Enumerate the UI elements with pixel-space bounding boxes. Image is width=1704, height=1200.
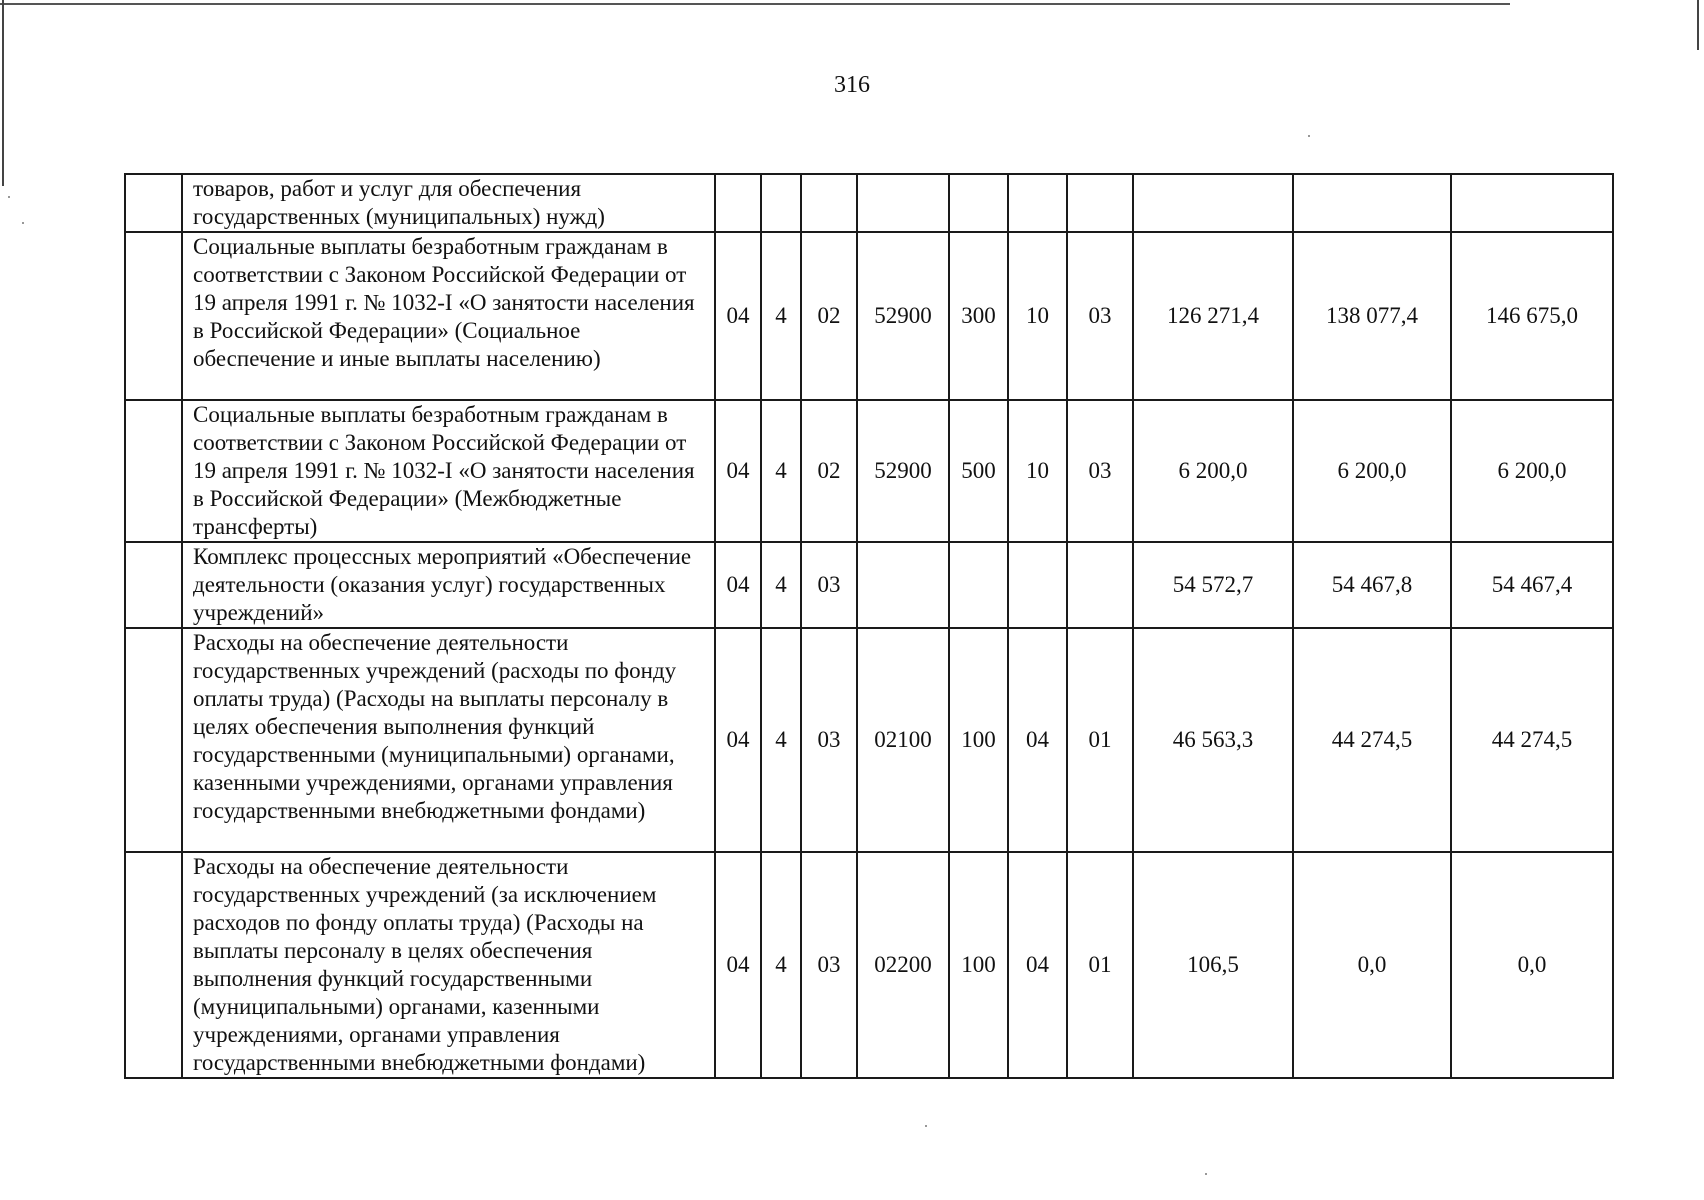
scan-speck (8, 196, 10, 198)
code-cell: 04 (715, 628, 761, 852)
code-cell (801, 174, 857, 232)
table-row (125, 542, 1613, 628)
description-cell: Расходы на обеспечение деятельности государственных учреждений (за исключением расходов по фонду оплаты труда) (Расходы на выплаты персоналу в целях обеспечения выполнения функций государственными (муниципальными) органами, казенными учреждениями, органами управления государственными внебюджетными фондами) (182, 852, 715, 1078)
code-cell: 52900 (857, 400, 949, 542)
code-cell: 04 (1008, 628, 1067, 852)
code-cell: 04 (715, 232, 761, 400)
amount-cell (1133, 174, 1293, 232)
scan-edge-top (0, 3, 1510, 5)
row-index-cell (125, 174, 182, 232)
amount-cell: 6 200,0 (1451, 400, 1613, 542)
code-cell (1067, 542, 1133, 628)
code-cell: 03 (801, 542, 857, 628)
scan-speck (1205, 1173, 1207, 1175)
amount-cell: 138 077,4 (1293, 232, 1451, 400)
description-cell: Социальные выплаты безработным гражданам в соответствии с Законом Российской Федерации от 19 апреля 1991 г. № 1032-I «О занятости населения в Российской Федерации» (Социальное обеспечение и иные выплаты населению) (182, 232, 715, 400)
code-cell: 03 (801, 852, 857, 1078)
code-cell: 02 (801, 232, 857, 400)
code-cell: 100 (949, 852, 1008, 1078)
row-index-cell (125, 852, 182, 1078)
code-cell: 01 (1067, 628, 1133, 852)
description-cell: товаров, работ и услуг для обеспечения государственных (муниципальных) нужд) (182, 174, 715, 232)
code-cell (715, 174, 761, 232)
scan-edge-right (1697, 0, 1699, 50)
row-index-cell (125, 232, 182, 400)
code-cell: 52900 (857, 232, 949, 400)
code-cell (1067, 174, 1133, 232)
amount-cell: 126 271,4 (1133, 232, 1293, 400)
code-cell: 4 (761, 628, 801, 852)
code-cell: 10 (1008, 232, 1067, 400)
amount-cell: 54 467,4 (1451, 542, 1613, 628)
budget-table (124, 173, 1614, 1079)
amount-cell: 0,0 (1451, 852, 1613, 1078)
code-cell (949, 174, 1008, 232)
description-cell: Социальные выплаты безработным гражданам в соответствии с Законом Российской Федерации от 19 апреля 1991 г. № 1032-I «О занятости населения в Российской Федерации» (Межбюджетные трансферты) (182, 400, 715, 542)
code-cell: 02100 (857, 628, 949, 852)
code-cell: 10 (1008, 400, 1067, 542)
code-cell: 04 (715, 542, 761, 628)
amount-cell: 6 200,0 (1133, 400, 1293, 542)
table-row (125, 400, 1613, 542)
code-cell (949, 542, 1008, 628)
code-cell: 03 (801, 628, 857, 852)
page-number: 316 (834, 72, 870, 98)
description-cell: Комплекс процессных мероприятий «Обеспечение деятельности (оказания услуг) государственных учреждений» (182, 542, 715, 628)
amount-cell: 44 274,5 (1293, 628, 1451, 852)
table-row (125, 852, 1613, 1078)
scan-speck (925, 1125, 927, 1127)
table-row (125, 232, 1613, 400)
code-cell: 03 (1067, 400, 1133, 542)
amount-cell: 0,0 (1293, 852, 1451, 1078)
code-cell: 300 (949, 232, 1008, 400)
table-row (125, 174, 1613, 232)
code-cell: 100 (949, 628, 1008, 852)
amount-cell: 106,5 (1133, 852, 1293, 1078)
amount-cell: 54 572,7 (1133, 542, 1293, 628)
amount-cell (1293, 174, 1451, 232)
description-cell: Расходы на обеспечение деятельности государственных учреждений (расходы по фонду оплаты труда) (Расходы на выплаты персоналу в целях обеспечения выполнения функций государственными (муниципальными) органами, казенными учреждениями, органами управления государственными внебюджетными фондами) (182, 628, 715, 852)
code-cell (857, 542, 949, 628)
row-index-cell (125, 400, 182, 542)
code-cell: 04 (715, 852, 761, 1078)
code-cell: 04 (715, 400, 761, 542)
amount-cell: 146 675,0 (1451, 232, 1613, 400)
code-cell: 02 (801, 400, 857, 542)
amount-cell: 44 274,5 (1451, 628, 1613, 852)
code-cell (1008, 542, 1067, 628)
code-cell: 4 (761, 232, 801, 400)
scan-speck (1308, 135, 1310, 137)
row-index-cell (125, 628, 182, 852)
amount-cell: 6 200,0 (1293, 400, 1451, 542)
code-cell (857, 174, 949, 232)
code-cell: 03 (1067, 232, 1133, 400)
amount-cell: 54 467,8 (1293, 542, 1451, 628)
code-cell: 01 (1067, 852, 1133, 1078)
amount-cell: 46 563,3 (1133, 628, 1293, 852)
code-cell: 4 (761, 542, 801, 628)
code-cell: 500 (949, 400, 1008, 542)
row-index-cell (125, 542, 182, 628)
code-cell (761, 174, 801, 232)
code-cell: 04 (1008, 852, 1067, 1078)
code-cell (1008, 174, 1067, 232)
code-cell: 4 (761, 852, 801, 1078)
scan-speck (22, 222, 24, 224)
code-cell: 02200 (857, 852, 949, 1078)
amount-cell (1451, 174, 1613, 232)
table-row (125, 628, 1613, 852)
code-cell: 4 (761, 400, 801, 542)
